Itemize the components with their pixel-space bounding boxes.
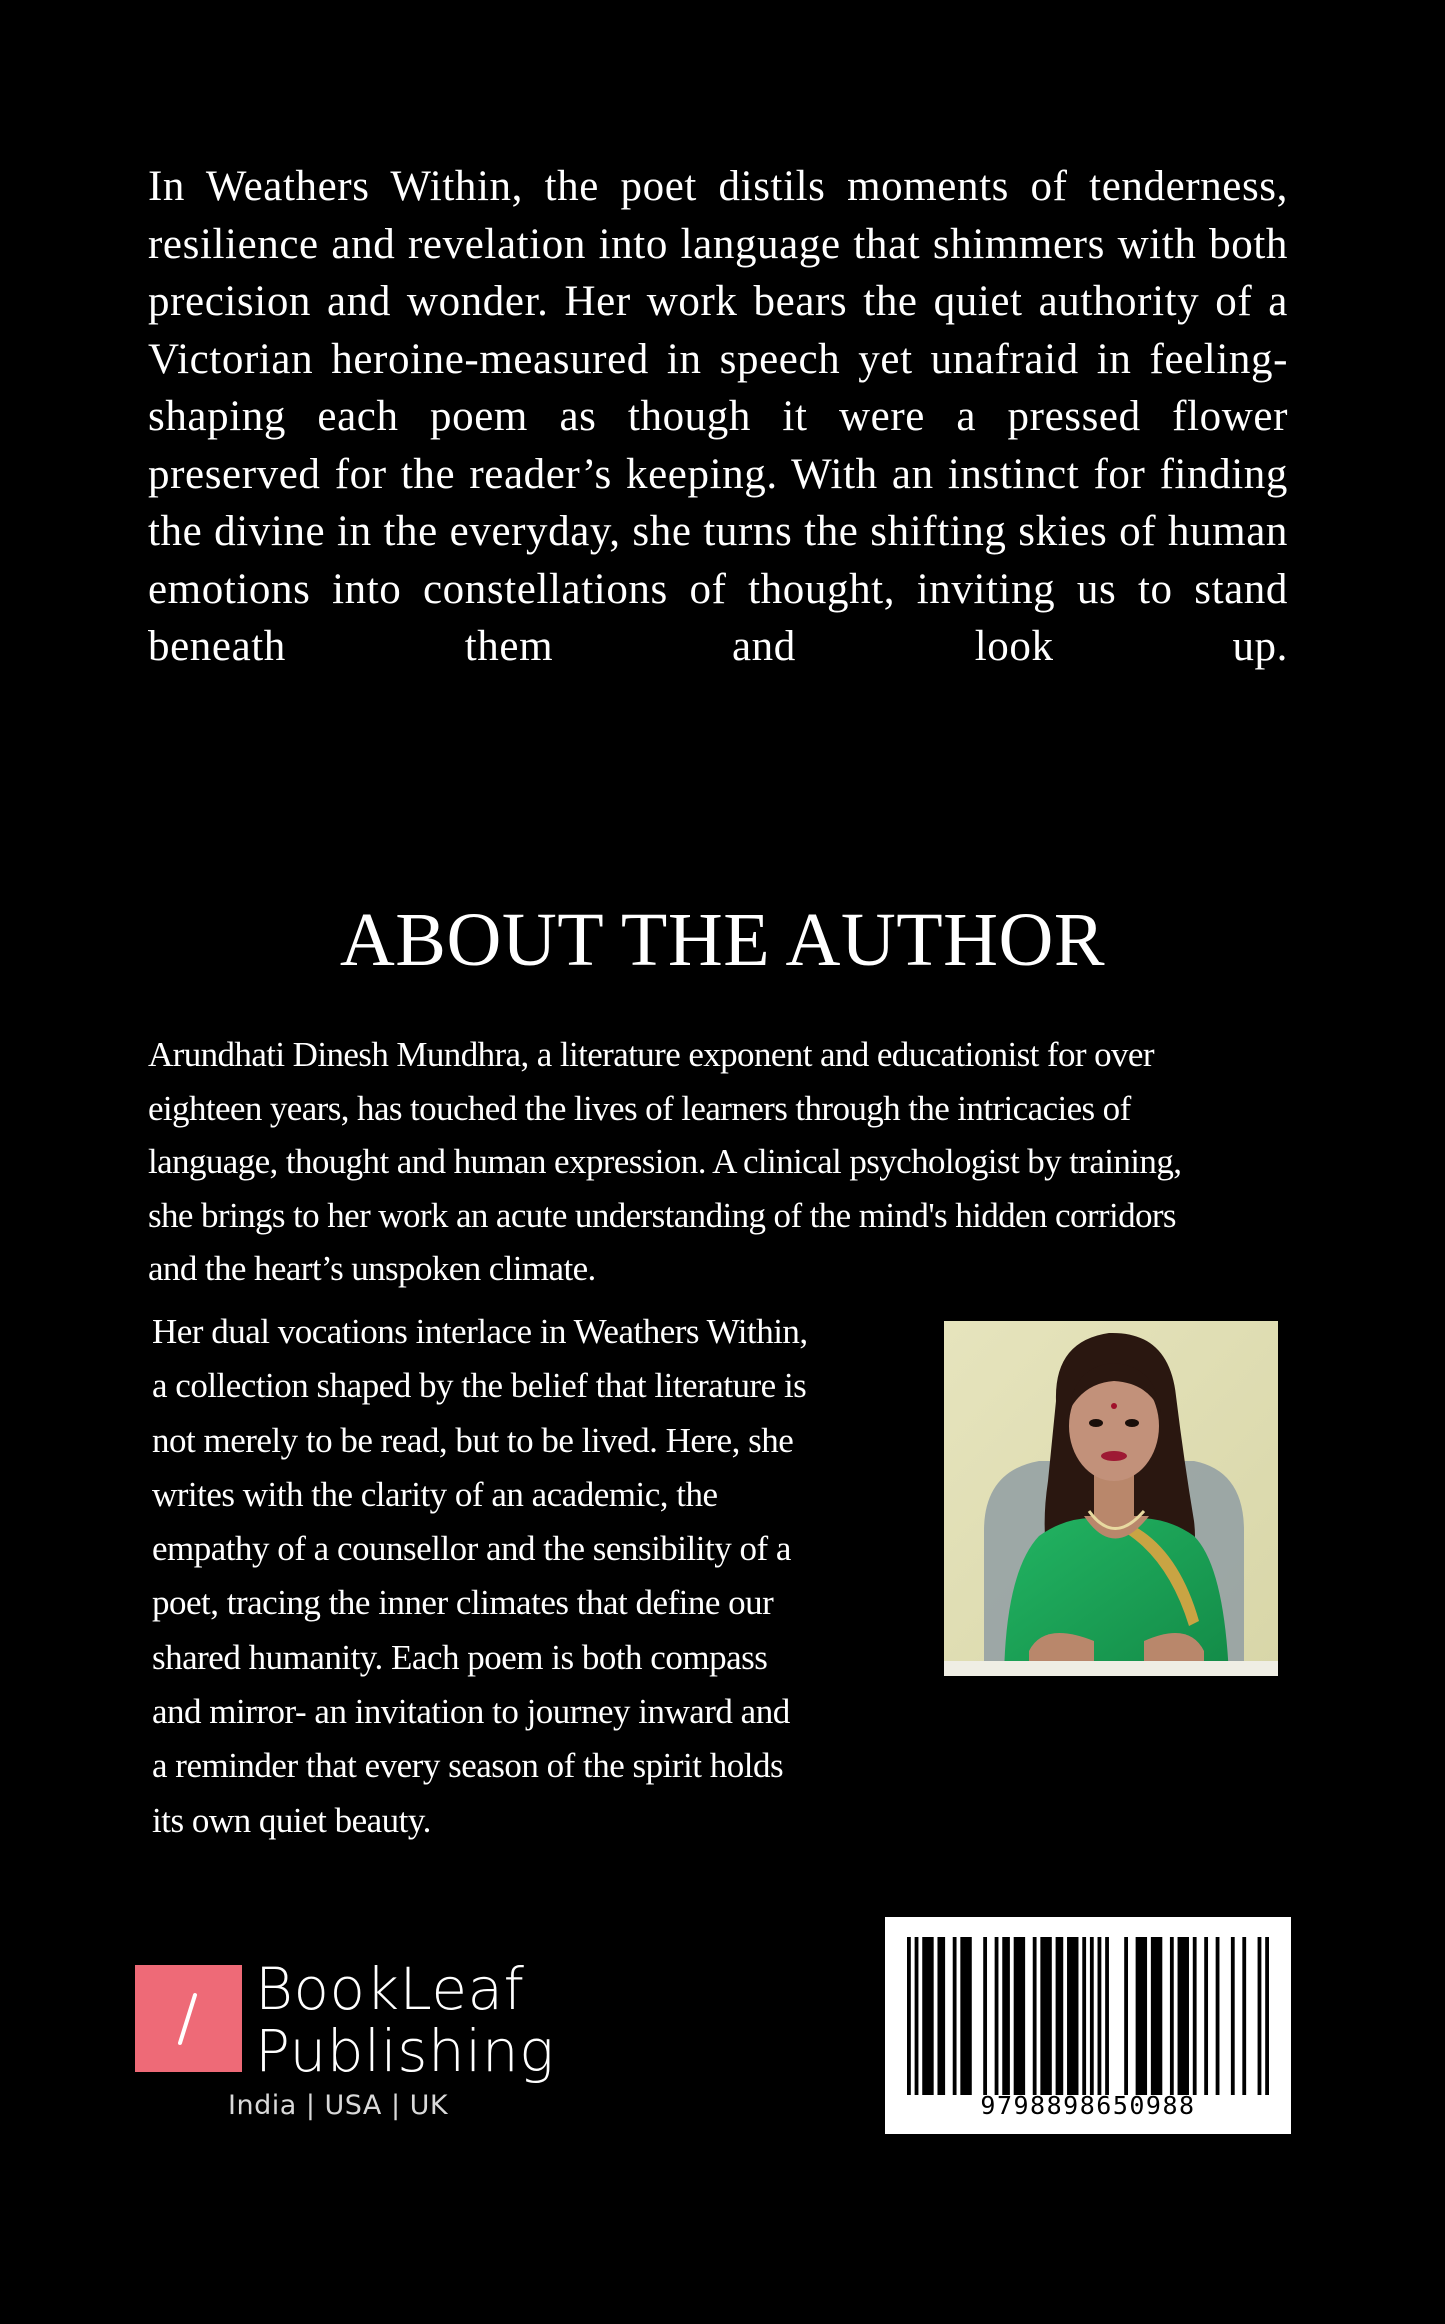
about-author-heading: ABOUT THE AUTHOR	[339, 898, 1106, 982]
barcode-bar	[1231, 1937, 1235, 2095]
barcode-bar	[1082, 1937, 1086, 2095]
barcode-bar	[1067, 1937, 1078, 2095]
bookleaf-logo-text	[255, 1955, 555, 2085]
logo-line-2: Publishing	[255, 2017, 555, 2085]
cover-blurb: In Weathers Within, the poet distils moments of tenderness, resilience and revelation into language that shimmers with both precision and wonder. Her work bears the quiet authority of a Victorian heroine-measured in speech yet unafraid in feeling- shaping each poem as though it were a pressed flower preserved for the reader’s keeping. With an instinct for finding the divine in the everyday, she turns the shifting skies of human emotions into constellations of thought, inviting us to stand beneath them and look up.	[148, 163, 1288, 670]
barcode-bar	[1242, 1937, 1246, 2095]
barcode-bar	[1170, 1937, 1174, 2095]
barcode-bar	[1040, 1937, 1051, 2095]
isbn-number: 9798898650988	[980, 2091, 1196, 2120]
barcode-bar	[1151, 1937, 1162, 2095]
bookleaf-logo-mark	[135, 1965, 242, 2072]
barcode-bar	[1216, 1937, 1220, 2095]
isbn-barcode	[885, 1917, 1291, 2134]
barcode-bar	[1090, 1937, 1094, 2095]
barcode-bar	[953, 1937, 957, 2095]
barcode-bar	[1033, 1937, 1037, 2095]
barcode-bar	[1124, 1937, 1128, 2095]
barcode-bar	[1204, 1937, 1208, 2095]
barcode-bar	[1002, 1937, 1010, 2095]
author-bio-paragraph-1: Arundhati Dinesh Mundhra, a literature exponent and educationist for over eighteen years, has touched the lives of learners through the intricacies of language, thought and human expression. A clinical psychologist by training, she brings to her work an acute understanding of the mind's hidden corridors and the heart’s unspoken climate.	[148, 1035, 1182, 1288]
author-photo	[944, 1321, 1278, 1676]
logo-line-1: BookLeaf	[255, 1955, 525, 2023]
publisher-regions: India | USA | UK	[228, 2090, 449, 2121]
barcode-bar	[1258, 1937, 1262, 2095]
barcode-bar	[1193, 1937, 1197, 2095]
barcode-bar	[1265, 1937, 1269, 2095]
barcode-bar	[1056, 1937, 1064, 2095]
barcode-bar	[960, 1937, 971, 2095]
barcode-bar	[983, 1937, 987, 2095]
barcode-bar	[1136, 1937, 1147, 2095]
barcode-bars	[907, 1937, 1269, 2095]
barcode-bar	[1014, 1937, 1025, 2095]
barcode-bar	[937, 1937, 945, 2095]
barcode-bar	[915, 1937, 919, 2095]
barcode-bar	[907, 1937, 911, 2095]
barcode-bar	[1105, 1937, 1109, 2095]
author-bio-paragraph-2: Her dual vocations interlace in Weathers Within, a collection shaped by the belief that literature is not merely to be read, but to be lived. Here, she writes with the clarity of an academic, the empathy of a counsellor and the sensibility of a poet, tracing the inner climates that define our shared humanity. Each poem is both compass and mirror- an invitation to journey inward and a reminder that every season of the spirit holds its own quiet beauty.	[152, 1312, 808, 1840]
barcode-bar	[922, 1937, 933, 2095]
barcode-bar	[995, 1937, 999, 2095]
barcode-bar	[1098, 1937, 1102, 2095]
barcode-bar	[1178, 1937, 1189, 2095]
